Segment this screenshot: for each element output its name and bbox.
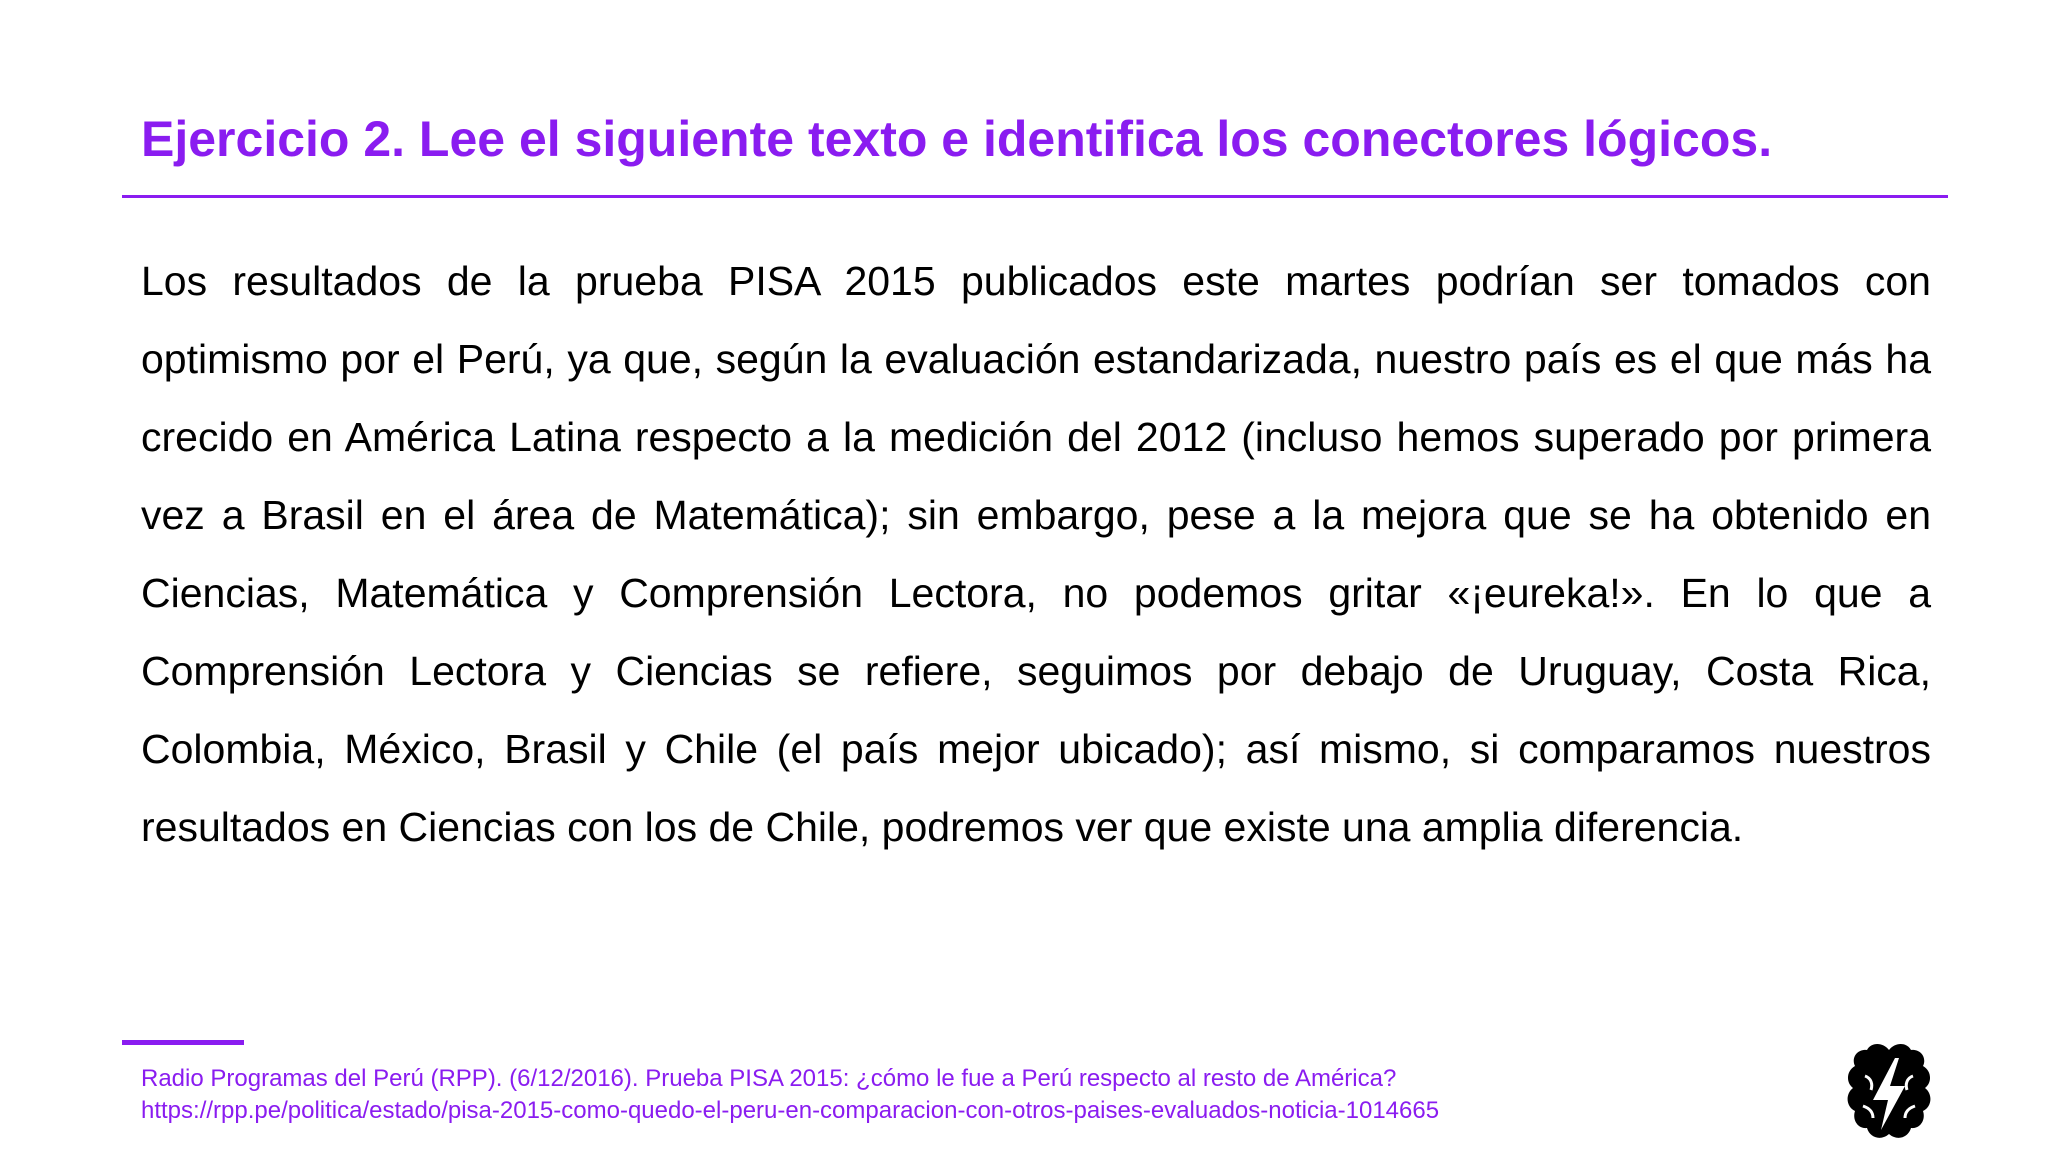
brain-lightning-icon xyxy=(1843,1040,1935,1146)
title-divider xyxy=(122,195,1948,198)
reading-passage: Los resultados de la prueba PISA 2015 publicados este martes podrían ser tomados con optimismo por el Perú, ya que, según la evaluación estandarizada, nuestro país es el que más ha crecido en América Latina respecto a la medición del 2012 (incluso hemos superado por primera vez a Brasil en el área de Matemática); sin embargo, pese a la mejora que se ha obtenido en Ciencias, Matemática y Comprensión Lectora, no podemos gritar «¡eureka!». En lo que a Comprensión Lectora y Ciencias se refiere, seguimos por debajo de Uruguay, Costa Rica, Colombia, México, Brasil y Chile (el país mejor ubicado); así mismo, si comparamos nuestros resultados en Ciencias con los de Chile, podremos ver que existe una amplia diferencia. xyxy=(141,258,1931,850)
source-divider xyxy=(122,1040,244,1045)
source-reference: Radio Programas del Perú (RPP). (6/12/2016). Prueba PISA 2015: ¿cómo le fue a Perú respecto al resto de América? xyxy=(141,1065,1397,1092)
slide-title: Ejercicio 2. Lee el siguiente texto e identifica los conectores lógicos. xyxy=(141,111,1773,167)
source-citation xyxy=(141,1063,1781,1127)
source-url[interactable]: https://rpp.pe/politica/estado/pisa-2015-como-quedo-el-peru-en-comparacion-con-otros-paises-evaluados-noticia-1014665 xyxy=(141,1097,1440,1124)
